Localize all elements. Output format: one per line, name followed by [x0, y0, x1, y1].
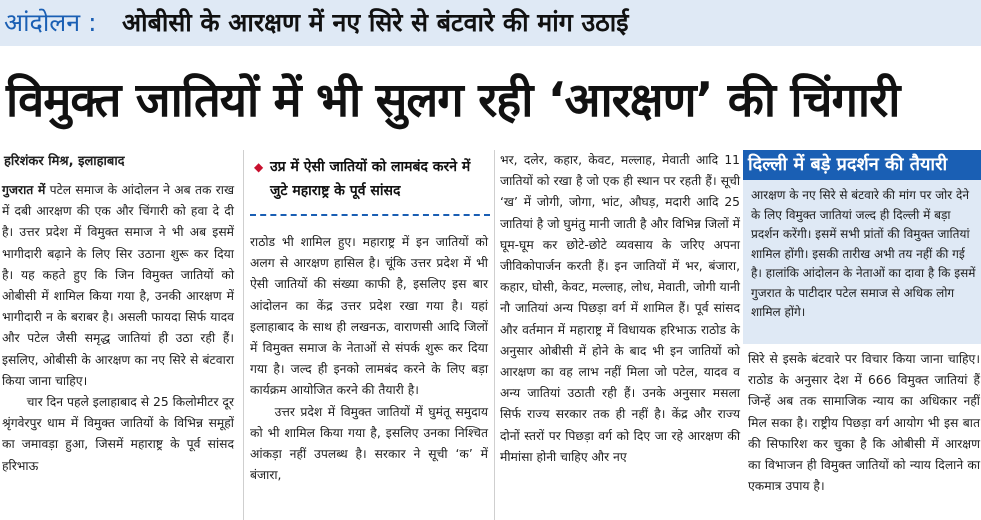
paragraph: सिरे से इसके बंटवारे पर विचार किया जाना चाहिए। राठोड के अनुसार देश में 666 विमुक्त जातियां हैं जिन्हें अब तक सामाजिक न्याय का अधिकार नहीं मिल सका है। राष्ट्रीय पिछड़ा वर्ग आयोग भी इस बात की सिफारिश कर चुका है कि ओबीसी में आरक्षण का विभाजन ही विमुक्त जातियों को न्याय दिलाने का एकमात्र उपाय है।: [748, 352, 980, 494]
article-column-1: [2, 180, 234, 477]
paragraph: भर, दलेर, कहार, केवट, मल्लाह, मेवाती आदि 11 जातियों को रखा है जो एक ही स्थान पर रहती हैं। सूची ‘ख’ में जोगी, जोगा, भांट, औघड़, मदारी आदि 25 जातियां है जो घुमंतु मानी जाती है और विभिन्न जिलों में घूम-घूम कर छोटे-छोटे व्यवसाय के जरिए अपना जीविकोपार्जन करती हैं। इन जातियों में भर, बंजारा, कहार, घोसी, केवट, मल्लाह, लोध, मेवाती, जोगी यानी नौ जातियां अन्य पिछड़ा वर्ग में शामिल हैं। पूर्व सांसद और वर्तमान में महाराष्ट्र में विधायक हरिभाऊ राठोड के अनुसार ओबीसी में होने के बाद भी इन जातियों को आरक्षण का वह लाभ नहीं मिला जो पटेल, यादव व अन्य जातियां उठाती रही हैं। उनके अनुसार मसला सिर्फ राज्य सरकार तक ही नहीं है। केंद्र और राज्य दोनों स्तरों पर पिछड़ा वर्ग को दिए जा रहे आरक्षण की मीमांसा होनी चाहिए और नए: [500, 153, 740, 464]
paragraph: चार दिन पहले इलाहाबाद से 25 किलोमीटर दूर श्रृंगवेरपुर धाम में विमुक्त जातियों के विभिन्न समूहों का जमावड़ा हुआ, जिसमें महाराष्ट्र के पूर्व सांसद हरिभाऊ: [2, 395, 234, 473]
main-headline: विमुक्त जातियों में भी सुलग रही ‘आरक्षण’ की चिंगारी: [6, 73, 900, 128]
strap-label: आंदोलन :: [4, 8, 97, 37]
subhead-divider: [250, 214, 490, 216]
column-divider: [494, 150, 495, 520]
lead-in: गुजरात में: [2, 183, 46, 197]
topic-strap: [0, 0, 981, 46]
diamond-bullet-icon: ◆: [254, 160, 264, 174]
article-column-4: [748, 349, 980, 497]
sidebar-header: [743, 150, 981, 180]
paragraph: राठोड भी शामिल हुए। महाराष्ट्र में इन जातियों को अलग से आरक्षण हासिल है। चूंकि उत्तर प्रदेश में भी ऐसी जातियों की संख्या काफी है, इसलिए इस बार आंदोलन का केंद्र उत्तर प्रदेश रखा गया है। यहां इलाहाबाद के साथ ही लखनऊ, वाराणसी आदि जिलों में विमुक्त समाज के नेताओं से संपर्क शुरू कर दिया गया है। जल्द ही इनको लामबंद करने के लिए बड़ा कार्यक्रम आयोजित करने की तैयारी है।: [250, 235, 488, 398]
subhead-box: [250, 153, 490, 215]
subhead: उप्र में ऐसी जातियों को लामबंद करने में जुटे महाराष्ट्र के पूर्व सांसद: [270, 159, 471, 199]
strap-title: ओबीसी के आरक्षण में नए सिरे से बंटवारे की मांग उठाई: [122, 8, 629, 37]
column-divider: [243, 150, 244, 520]
sidebar-box: [743, 180, 981, 344]
sidebar-title: दिल्ली में बड़े प्रदर्शन की तैयारी: [748, 154, 948, 175]
article-column-2: [250, 232, 488, 486]
paragraph-text: पटेल समाज के आंदोलन ने अब तक राख में दबी आरक्षण की एक और चिंगारी को हवा दे दी है। उत्तर प्रदेश में विमुक्त समाज ने भी अब इसमें भागीदारी बढ़ाने के लिए सिर उठाना शुरू कर दिया है। यह कहते हुए कि जिन विमुक्त जातियों को ओबीसी में शामिल किया गया है, उनकी आरक्षण में भागीदारी न के बराबर है। असली फायदा सिर्फ यादव और पटेल जैसी समृद्ध जातियां ही उठा रही हैं। इसलिए, ओबीसी के आरक्षण का नए सिरे से बंटवारा किया जाना चाहिए।: [2, 183, 235, 388]
article-column-3: [500, 150, 740, 468]
paragraph: उत्तर प्रदेश में विमुक्त जातियों में घुमंतू समुदाय को भी शामिल किया गया है, इसलिए उनका निश्चित आंकड़ा नहीं उपलब्ध है। सरकार ने सूची ‘क’ में बंजारा,: [250, 404, 488, 483]
sidebar-body: आरक्षण के नए सिरे से बंटवारे की मांग पर जोर देने के लिए विमुक्त जातियां जल्द ही दिल्ली में बड़ा प्रदर्शन करेंगी। इसमें सभी प्रांतों की विमुक्त जातियां शामिल होंगी। इसकी तारीख अभी तय नहीं की गई है। हालांकि आंदोलन के नेताओं का दावा है कि इसमें गुजरात के पाटीदार पटेल समाज से अधिक लोग शामिल होंगे।: [751, 188, 976, 319]
byline: हरिशंकर मिश्र, इलाहाबाद: [4, 154, 125, 169]
paragraph: [2, 180, 234, 392]
